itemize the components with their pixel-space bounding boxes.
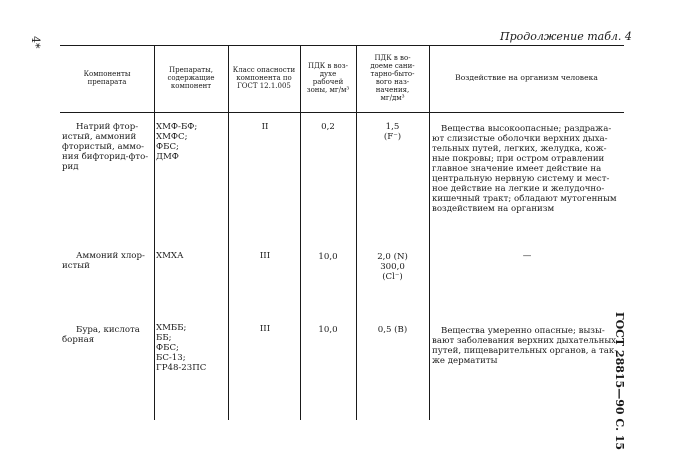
hazard-table [60, 45, 624, 420]
header-pdk-water: ПДК в во- доеме сани- тарно-быто- вого наз- начения, мг/дм³ [370, 54, 415, 102]
table-row-2-component: Аммоний хлор- истый [62, 251, 145, 271]
table-row-3-pdk-air: 10,0 [318, 325, 338, 335]
table-row-3-hazard-class: III [259, 324, 271, 334]
table-row-3-effect: Вещества умеренно опасные; вызы- вают заболевания верхних дыхательных путей, пищеварительных органов, а так- же дерматиты [432, 326, 618, 366]
table-row-1-component: Натрий фтор- истый, аммоний фтористый, аммо- ния бифторид-фто- рид [62, 122, 149, 172]
continuation-caption: Продолжение табл. 4 [500, 30, 632, 43]
header-bottom-rule [60, 112, 624, 113]
page-mark: 4* [29, 36, 42, 49]
header-hazard-class: Класс опасности компонента по ГОСТ 12.1.005 [232, 66, 296, 90]
header-pdk-air: ПДК в воз- духе рабочей зоны, мг/м³ [306, 62, 350, 94]
table-row-2-hazard-class: III [259, 251, 271, 261]
table-row-2-pdk-air: 10,0 [318, 252, 338, 262]
table-row-3-pdk-water: 0,5 (B) [377, 325, 408, 335]
standard-code-page-number: ГОСТ 28815—90 С. 15 [613, 312, 626, 451]
header-effect: Воздействие на организм человека [455, 73, 598, 82]
table-row-3-component: Бура, кислота борная [62, 325, 140, 345]
table-row-2-pdk-water: 2,0 (N) 300,0 (Cl⁻) [377, 252, 408, 282]
table-row-2-effect: — [522, 251, 532, 261]
table-row-1-pdk-water: 1,5 (F⁻) [383, 122, 402, 142]
table-row-2-preparations: ХМХА [156, 251, 184, 261]
header-preparations: Препараты, содержащие компонент [167, 66, 215, 90]
header-components: Компоненты препарата [83, 70, 131, 86]
table-row-1-preparations: ХМФ-БФ; ХМФС; ФБС; ДМФ [156, 122, 198, 162]
table-row-1-pdk-air: 0,2 [321, 122, 335, 132]
table-top-rule [60, 45, 624, 46]
table-row-3-preparations: ХМББ; ББ; ФБС; БС-13; ГР48-23ПС [156, 323, 207, 373]
table-row-1-effect: Вещества высокоопасные; раздража- ют слизистые оболочки верхних дыха- тельных путей, легких, желудка, кож- ные покровы; при остром отравлении главное значение имеет действие на центральную нервную систему и мест- ное действие на легкие и желудочно- кишечный тракт; обладают мутогенным воздействием на организм [432, 124, 617, 214]
table-row-1-hazard-class: II [261, 122, 269, 132]
